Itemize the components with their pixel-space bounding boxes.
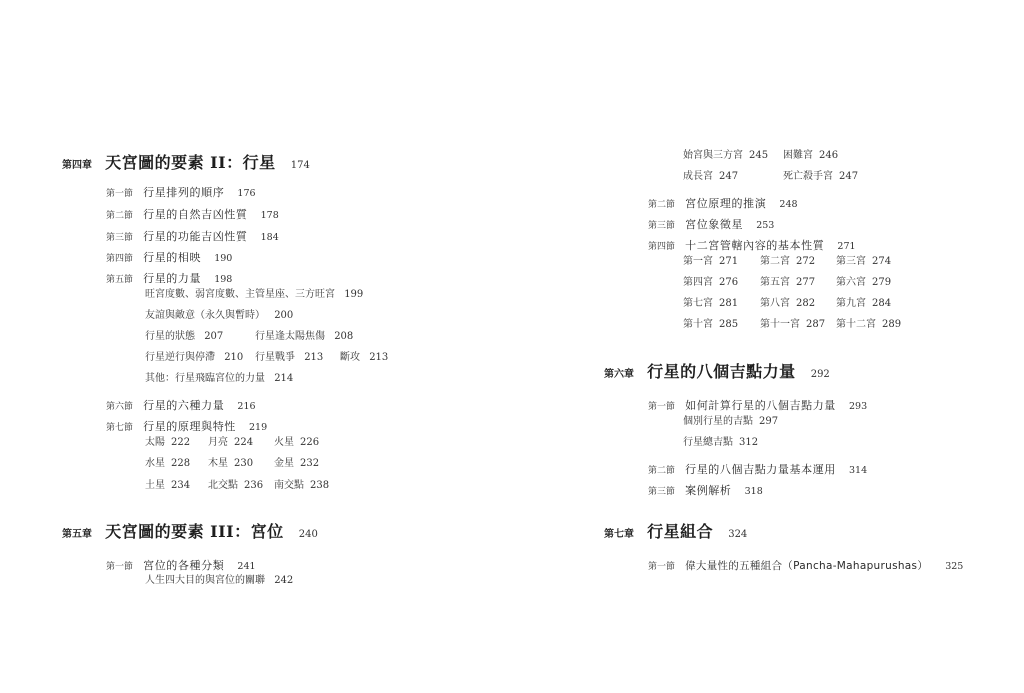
section-page: 219 (249, 422, 268, 433)
subentry-text: 行星逢太陽焦傷 (255, 331, 325, 342)
subentry-text: 友誼與敵意（永久與暫時） (145, 310, 265, 321)
toc-subentry (340, 353, 388, 363)
planet-entry (208, 481, 263, 491)
subentry-text: 成長宮 (683, 171, 713, 182)
subentry-text: 其他：行星飛臨宮位的力量 (145, 373, 265, 384)
house-name: 第三宮 (836, 256, 866, 267)
subentry-page: 297 (759, 416, 779, 427)
house-page: 289 (882, 319, 902, 330)
section-number: 第四節 (648, 242, 676, 252)
toc-section (106, 248, 232, 264)
section-title: 行星的原理與特性 (143, 420, 236, 433)
section-title: 行星的自然吉凶性質 (143, 208, 248, 221)
subentry-page: 200 (274, 310, 294, 321)
section-number: 第四節 (106, 254, 134, 264)
toc-subentry (683, 151, 768, 161)
section-page: 241 (237, 561, 256, 572)
subentry-text: 斷攻 (340, 352, 360, 363)
toc-subentry (683, 172, 738, 182)
house-name: 第六宮 (836, 277, 866, 288)
section-page: 198 (214, 274, 233, 285)
section-number: 第七節 (106, 423, 134, 433)
section-title: 宮位象徵星 (685, 218, 744, 231)
house-page: 277 (796, 277, 816, 288)
subentry-page: 246 (819, 150, 839, 161)
chapter-title: 天宮圖的要素 III：宮位 (105, 522, 284, 541)
house-entry (683, 278, 738, 288)
house-page: 272 (796, 256, 816, 267)
planet-name: 水星 (145, 458, 165, 469)
planet-name: 火星 (274, 437, 294, 448)
planet-entry (274, 459, 319, 469)
house-name: 第二宮 (760, 256, 790, 267)
toc-subentry (145, 332, 223, 342)
planet-entry (145, 438, 190, 448)
house-name: 第十二宮 (836, 319, 876, 330)
subentry-page: 207 (204, 331, 224, 342)
toc-section (106, 396, 256, 412)
toc-subentry (783, 172, 858, 182)
planet-entry (274, 481, 329, 491)
section-title: 行星的功能吉凶性質 (143, 230, 248, 243)
subentry-text: 旺宮度數、弱宮度數、主管星座、三方旺宮 (145, 289, 335, 300)
section-number: 第二節 (648, 466, 676, 476)
house-entry (683, 299, 738, 309)
toc-subentry (145, 353, 243, 363)
chapter-4-heading (62, 155, 310, 171)
toc-subentry (145, 576, 293, 586)
section-page: 248 (779, 199, 798, 210)
section-title: 宮位的各種分類 (143, 559, 225, 572)
planet-name: 木星 (208, 458, 228, 469)
toc-section (106, 417, 267, 433)
subentry-text: 行星逆行與停滯 (145, 352, 215, 363)
planet-entry (145, 459, 190, 469)
chapter-number: 第六章 (604, 369, 634, 380)
subentry-text: 困難宮 (783, 150, 813, 161)
section-page: 318 (744, 486, 763, 497)
section-number: 第二節 (106, 211, 134, 221)
planet-page: 232 (300, 458, 320, 469)
planet-name: 金星 (274, 458, 294, 469)
toc-subentry (683, 438, 758, 448)
chapter-5-heading (62, 524, 318, 540)
section-title: 行星的力量 (143, 272, 202, 285)
section-title: 行星的六種力量 (143, 399, 225, 412)
house-name: 第十宮 (683, 319, 713, 330)
chapter-page: 292 (810, 369, 830, 380)
section-page: 178 (260, 210, 279, 221)
toc-section (648, 215, 774, 231)
chapter-number: 第四章 (62, 160, 92, 171)
section-number: 第二節 (648, 200, 676, 210)
section-page: 293 (849, 401, 868, 412)
house-page: 285 (719, 319, 739, 330)
house-entry (683, 257, 738, 267)
house-entry (760, 299, 815, 309)
chapter-page: 174 (290, 160, 310, 171)
planet-page: 228 (171, 458, 191, 469)
subentry-page: 312 (739, 437, 759, 448)
toc-section (648, 194, 798, 210)
section-page: 176 (237, 188, 256, 199)
toc-subentry (145, 311, 293, 321)
house-page: 284 (872, 298, 892, 309)
chapter-title: 天宮圖的要素 II：行星 (105, 153, 276, 172)
planet-name: 太陽 (145, 437, 165, 448)
section-title: 行星排列的順序 (143, 186, 225, 199)
section-number: 第三節 (648, 221, 676, 231)
planet-page: 236 (244, 480, 264, 491)
planet-page: 238 (310, 480, 330, 491)
section-number: 第一節 (106, 562, 134, 572)
section-number: 第五節 (106, 275, 134, 285)
house-name: 第十一宮 (760, 319, 800, 330)
subentry-page: 208 (334, 331, 354, 342)
section-title: 行星的八個吉點力量基本運用 (685, 463, 836, 476)
house-entry (836, 299, 891, 309)
planet-entry (145, 481, 190, 491)
section-page: 253 (756, 220, 775, 231)
house-page: 274 (872, 256, 892, 267)
subentry-text: 行星的狀態 (145, 331, 195, 342)
chapter-number: 第七章 (604, 529, 634, 540)
planet-name: 月亮 (208, 437, 228, 448)
toc-section (106, 183, 256, 199)
toc-section (106, 269, 232, 285)
planet-name: 南交點 (274, 480, 304, 491)
subentry-page: 245 (749, 150, 769, 161)
subentry-page: 213 (369, 352, 389, 363)
house-name: 第八宮 (760, 298, 790, 309)
house-entry (760, 257, 815, 267)
house-page: 281 (719, 298, 739, 309)
subentry-page: 210 (224, 352, 244, 363)
toc-subentry (255, 353, 323, 363)
section-page: 325 (945, 561, 964, 572)
subentry-page: 242 (274, 575, 294, 586)
toc-section (648, 236, 856, 252)
subentry-page: 247 (719, 171, 739, 182)
section-page: 216 (237, 401, 256, 412)
section-title: 偉大量性的五種組合（Pancha-Mahapurushas） (685, 560, 929, 572)
section-page: 184 (260, 232, 279, 243)
toc-subentry (145, 290, 363, 300)
subentry-page: 199 (344, 289, 364, 300)
house-name: 第一宮 (683, 256, 713, 267)
chapter-page: 324 (728, 529, 748, 540)
section-title: 十二宮管轄內容的基本性質 (685, 239, 825, 252)
planet-name: 北交點 (208, 480, 238, 491)
toc-section (106, 205, 279, 221)
section-number: 第三節 (648, 487, 676, 497)
subentry-page: 214 (274, 373, 294, 384)
planet-page: 226 (300, 437, 320, 448)
section-title: 案例解析 (685, 484, 732, 497)
planet-entry (208, 438, 253, 448)
toc-subentry (145, 374, 293, 384)
planet-page: 222 (171, 437, 191, 448)
planet-entry (208, 459, 253, 469)
toc-section (648, 460, 867, 476)
section-page: 271 (837, 241, 856, 252)
house-entry (836, 257, 891, 267)
chapter-page: 240 (298, 529, 318, 540)
house-entry (683, 320, 738, 330)
house-entry (836, 320, 901, 330)
section-number: 第一節 (648, 402, 676, 412)
section-title: 行星的相映 (143, 251, 202, 264)
planet-name: 土星 (145, 480, 165, 491)
section-page: 190 (214, 253, 233, 264)
house-name: 第九宮 (836, 298, 866, 309)
toc-subentry (683, 417, 778, 427)
house-name: 第五宮 (760, 277, 790, 288)
chapter-title: 行星的八個吉點力量 (647, 362, 796, 381)
subentry-text: 行星戰爭 (255, 352, 295, 363)
toc-section (648, 396, 867, 412)
planet-page: 224 (234, 437, 254, 448)
chapter-title: 行星組合 (647, 522, 714, 541)
house-name: 第七宮 (683, 298, 713, 309)
toc-section (648, 481, 763, 497)
subentry-text: 始宮與三方宮 (683, 150, 743, 161)
section-number: 第六節 (106, 402, 134, 412)
house-entry (836, 278, 891, 288)
toc-subentry (255, 332, 353, 342)
planet-entry (274, 438, 319, 448)
subentry-page: 213 (304, 352, 324, 363)
house-page: 282 (796, 298, 816, 309)
toc-section (106, 556, 256, 572)
chapter-number: 第五章 (62, 529, 92, 540)
toc-section (106, 227, 279, 243)
toc-section (648, 556, 963, 572)
house-entry (760, 278, 815, 288)
chapter-7-heading (604, 524, 747, 540)
house-page: 276 (719, 277, 739, 288)
section-number: 第一節 (106, 189, 134, 199)
subentry-text: 人生四大目的與宮位的關聯 (145, 575, 265, 586)
section-number: 第三節 (106, 233, 134, 243)
planet-page: 234 (171, 480, 191, 491)
house-page: 279 (872, 277, 892, 288)
chapter-6-heading (604, 364, 830, 380)
section-page: 314 (849, 465, 868, 476)
house-page: 287 (806, 319, 826, 330)
subentry-text: 行星總吉點 (683, 437, 733, 448)
subentry-text: 死亡殺手宮 (783, 171, 833, 182)
section-title: 宮位原理的推演 (685, 197, 767, 210)
house-name: 第四宮 (683, 277, 713, 288)
subentry-text: 個別行星的吉點 (683, 416, 753, 427)
subentry-page: 247 (839, 171, 859, 182)
toc-subentry (783, 151, 838, 161)
house-page: 271 (719, 256, 739, 267)
planet-page: 230 (234, 458, 254, 469)
section-title: 如何計算行星的八個吉點力量 (685, 399, 836, 412)
section-number: 第一節 (648, 562, 676, 572)
house-entry (760, 320, 825, 330)
